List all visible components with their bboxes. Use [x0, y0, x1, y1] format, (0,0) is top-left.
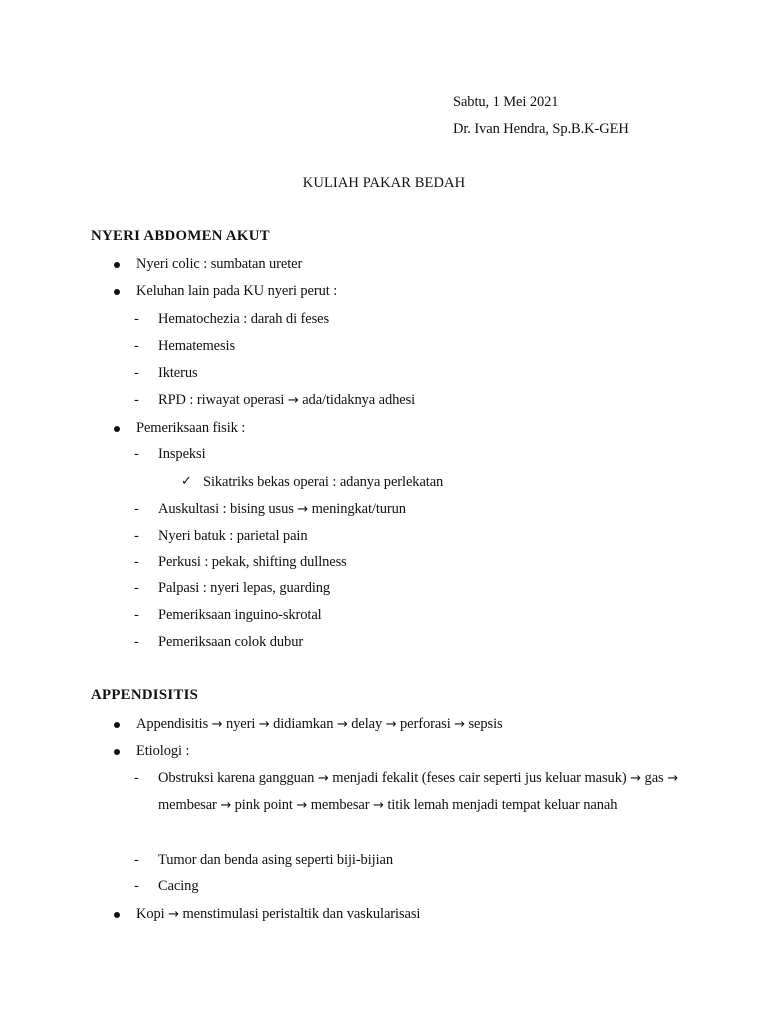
dash-icon: - — [134, 554, 139, 570]
arrow-icon: → — [385, 717, 397, 732]
sub-list-item: Perkusi : pekak, shifting dullness — [158, 554, 347, 570]
sub-list-item: Tumor dan benda asing seperti biji-bijian — [158, 852, 393, 868]
bullet-icon — [114, 749, 120, 755]
dash-icon: - — [134, 580, 139, 596]
section-heading-appendisitis: APPENDISITIS — [91, 687, 199, 703]
arrow-icon: → — [336, 717, 348, 732]
sub-list-item: Pemeriksaan colok dubur — [158, 634, 304, 650]
document-title: KULIAH PAKAR BEDAH — [302, 175, 466, 191]
dash-icon: - — [134, 501, 139, 517]
dash-icon: - — [134, 446, 139, 462]
dash-icon: - — [134, 338, 139, 354]
sub-list-item: Hematochezia : darah di feses — [158, 311, 330, 327]
arrow-icon: → — [296, 798, 308, 813]
arrow-icon: → — [168, 907, 179, 922]
sub-list-item: Nyeri batuk : parietal pain — [158, 528, 308, 544]
list-item: Nyeri colic : sumbatan ureter — [136, 256, 303, 272]
arrow-icon: → — [667, 771, 678, 786]
dash-icon: - — [134, 607, 139, 623]
list-item: Appendisitis → nyeri → didiamkan → delay → perforasi → sepsis — [136, 716, 503, 732]
arrow-icon: → — [258, 717, 270, 732]
dash-icon: - — [134, 878, 139, 894]
list-item: Kopi → menstimulasi peristaltik dan vaskularisasi — [136, 906, 421, 922]
dash-icon: - — [134, 634, 139, 650]
list-item: Etiologi : — [136, 743, 190, 759]
arrow-icon: → — [297, 502, 309, 517]
sub-list-item: Obstruksi karena gangguan → menjadi fekalit (feses cair seperti jus keluar masuk) → gas → membesar → pink point → membesar → titik lemah menjadi tempat keluar nanah — [158, 770, 678, 813]
arrow-icon: → — [211, 717, 223, 732]
sub-list-item: RPD : riwayat operasi → ada/tidaknya adhesi — [158, 392, 416, 408]
arrow-icon: → — [287, 393, 299, 408]
dash-icon: - — [134, 311, 139, 327]
sub-list-item: Cacing — [158, 878, 199, 894]
bullet-icon — [114, 722, 120, 728]
sub-list-item: Pemeriksaan inguino-skrotal — [158, 607, 322, 623]
sub-list-item: Auskultasi : bising usus → meningkat/turun — [158, 501, 406, 517]
document-date: Sabtu, 1 Mei 2021 — [453, 94, 559, 110]
bullet-icon — [114, 289, 120, 295]
sub-list-item: Palpasi : nyeri lepas, guarding — [158, 580, 331, 596]
dash-icon: - — [134, 528, 139, 544]
section-heading-nyeri: NYERI ABDOMEN AKUT — [91, 228, 270, 244]
checkmark-icon: ✓ — [181, 474, 192, 489]
dash-icon: - — [134, 770, 139, 786]
list-item: Pemeriksaan fisik : — [136, 420, 246, 436]
sub-list-item: Ikterus — [158, 365, 198, 381]
sub-list-item: Hematemesis — [158, 338, 236, 354]
arrow-icon: → — [630, 771, 641, 786]
bullet-icon — [114, 912, 120, 918]
arrow-icon: → — [373, 798, 384, 813]
sub-list-item: Inspeksi — [158, 446, 206, 462]
sub-sub-list-item: Sikatriks bekas operai : adanya perlekatan — [203, 474, 444, 490]
document-author: Dr. Ivan Hendra, Sp.B.K-GEH — [453, 121, 629, 137]
bullet-icon — [114, 426, 120, 432]
list-item: Keluhan lain pada KU nyeri perut : — [136, 283, 338, 299]
arrow-icon: → — [317, 771, 329, 786]
bullet-icon — [114, 262, 120, 268]
dash-icon: - — [134, 392, 139, 408]
dash-icon: - — [134, 852, 139, 868]
arrow-icon: → — [454, 717, 465, 732]
arrow-icon: → — [220, 798, 232, 813]
dash-icon: - — [134, 365, 139, 381]
